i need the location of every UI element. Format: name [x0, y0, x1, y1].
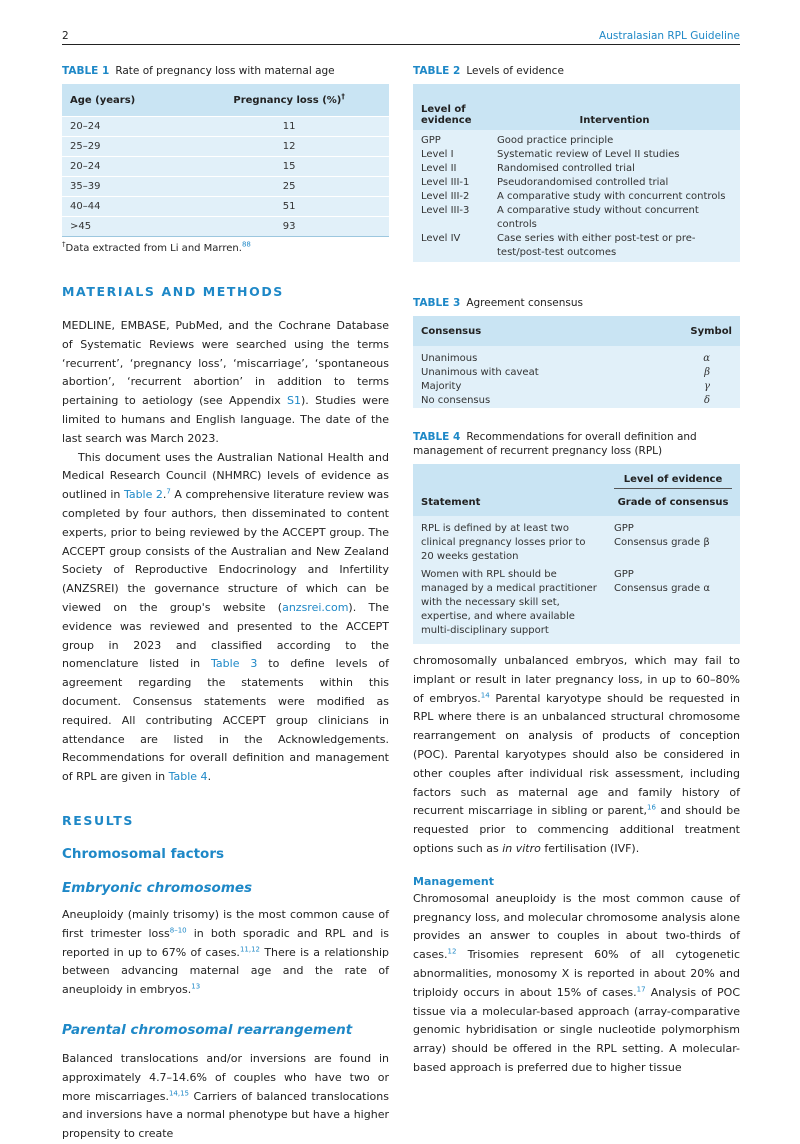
table2-header-row	[413, 84, 740, 130]
italic-text: in vitro	[502, 841, 541, 855]
text-run: Analysis of POC tissue via a molecular-based approach (array-comparative genomic hybridisation or single nucleotide polymorphism array) should be offered in the RPL setting. A molecular-based approach is preferred due to higher tissue	[413, 985, 741, 1074]
table4-level: GPP	[614, 523, 634, 534]
table-row	[413, 148, 740, 162]
appendix-link[interactable]: S1	[287, 394, 302, 408]
table2-desc: Pseudorandomised controlled trial	[497, 177, 669, 188]
table2-label: TABLE 2	[413, 65, 461, 77]
table3-symbol: γ	[704, 381, 710, 392]
parental-heading: Parental chromosomal rearrangement	[62, 1021, 353, 1038]
table2-desc: Systematic review of Level II studies	[497, 149, 680, 160]
table2-link[interactable]: Table 2	[123, 488, 163, 502]
table4	[413, 430, 740, 644]
text-run: and should be requested prior to commencing additional treatment options such as	[413, 804, 740, 855]
methods-heading: MATERIALS AND METHODS	[62, 284, 284, 299]
table4-col-grade-label: Grade of consensus	[617, 497, 729, 508]
table2-grid	[413, 84, 740, 262]
table2-col-level	[413, 84, 489, 130]
table3-label: TABLE 3	[413, 297, 461, 309]
table3-consensus: Unanimous	[421, 353, 478, 364]
table4-col-grade	[606, 464, 740, 516]
ref-link[interactable]: 14,15	[168, 1088, 189, 1097]
text-run: Aneuploidy (mainly trisomy) is the most common cause of first trimester loss	[62, 907, 389, 940]
table4-caption	[413, 430, 740, 458]
footnote-ref-link[interactable]: 88	[241, 240, 251, 249]
ref-link[interactable]: 12	[447, 947, 457, 956]
table3-caption	[413, 296, 740, 310]
table4-grade-cell	[606, 516, 740, 566]
table-row	[62, 197, 389, 217]
text-run: Carriers of balanced translocations and inversions have a normal phenotype but have a higher propensity to create	[62, 1089, 389, 1141]
table4-grid	[413, 464, 740, 644]
results-heading: RESULTS	[62, 812, 134, 828]
table2-col-level-line1: Level of	[421, 104, 466, 115]
table4-label: TABLE 4	[413, 431, 461, 443]
table1-loss: 12	[189, 137, 389, 157]
table3-symbol: δ	[703, 395, 710, 406]
table4-grade: Consensus grade β	[614, 537, 710, 548]
ref-link[interactable]: 11,12	[239, 944, 260, 953]
text-run: ). Studies were limited to humans and English language. The date of the last search was March 2023.	[62, 394, 389, 445]
table4-statement: Women with RPL should be managed by a medical practitioner with the necessary skill set, expertise, and where available multi-disciplinary support	[421, 569, 597, 636]
table1-col-loss	[189, 84, 389, 117]
text-run: This document uses the Australian National Health and Medical Research Council (NHMRC) levels of evidence as outlined in	[62, 450, 389, 502]
text-run: ). The evidence was reviewed and presented to the ACCEPT group in 2023 and classified according to the nomenclature listed in	[62, 600, 389, 671]
text-run: Parental karyotype should be requested in RPL where there is an unbalanced structural chromosome rearrangement on analysis of products of conception (POC). Parental karyotypes should also be considered in other couples after individual risk assessment, including factors such as maternal age and family history of recurrent miscarriage in sibling or parent,	[413, 691, 741, 818]
right-column	[413, 64, 740, 1078]
table-row	[62, 117, 389, 137]
table2	[413, 64, 740, 262]
table1-loss: 15	[189, 157, 389, 177]
table4-grade: Consensus grade α	[614, 583, 710, 594]
table-row	[62, 157, 389, 177]
table-row	[413, 366, 740, 380]
table-row	[413, 204, 740, 232]
table-row	[413, 232, 740, 262]
table1-header-row	[62, 84, 389, 117]
website-link[interactable]: anzsrei.com	[282, 600, 349, 614]
table-row	[413, 516, 740, 566]
table1-grid	[62, 84, 389, 237]
table-row	[62, 137, 389, 157]
table-row	[413, 162, 740, 176]
table1-label: TABLE 1	[62, 65, 110, 77]
table1-age: 20–24	[62, 117, 189, 137]
table-row	[413, 130, 740, 148]
management-paragraph	[413, 890, 740, 1078]
table-row	[413, 394, 740, 408]
page-number: 2	[62, 30, 69, 42]
text-run: Chromosomal aneuploidy is the most common cause of pregnancy loss, and molecular chromosome analysis alone provides an answer to couples in about two-thirds of cases.	[413, 891, 740, 962]
table1-loss: 51	[189, 197, 389, 217]
ref-link[interactable]: 17	[636, 985, 646, 994]
text-run: .	[207, 770, 212, 784]
text-run: fertilisation (IVF).	[540, 841, 640, 855]
methods-paragraph-2: This document uses the Australian National Health and Medical Research Council (NHMRC) levels of evidence as outlined in Table 2.$^7$ A comprehensive literature review was completed by four authors, then disseminated to content experts, prior to being reviewed by the ACCEPT group. The ACCEPT group consists of the Australian and New Zealand Society of Reproductive Endocrinology and Infertility (ANZSREI) the governance structure of which can be viewed on the group's website (anzsrei.com). The evidence was reviewed and presented to the ACCEPT group in 2023 and classified according to the nomenclature listed in Table 3 to define levels of agreement regarding the statements within this document. Consensus statements were modified as required. All contributing ACCEPT group clinicians in attendance are listed in the Acknowledgements. Recommendations for overall definition and management of RPL are given in Table 4.	[62, 450, 389, 784]
table2-col-intervention: Intervention	[579, 115, 650, 126]
table1-age: 20–24	[62, 157, 189, 177]
table1-age: >45	[62, 217, 189, 237]
table1-caption	[62, 64, 389, 78]
table1-age: 35–39	[62, 177, 189, 197]
ref-link[interactable]: 14	[480, 690, 490, 699]
table4-level: GPP	[614, 569, 634, 580]
table2-level: Level I	[421, 149, 454, 160]
table1-col-age: Age (years)	[70, 94, 136, 106]
parental-paragraph-part2	[413, 652, 740, 859]
table3-grid	[413, 316, 740, 408]
table2-level: Level II	[421, 163, 457, 174]
ref-link[interactable]: 16	[647, 803, 656, 812]
table3-link[interactable]: Table 3	[211, 657, 258, 671]
table2-desc: Case series with either post-test or pre-test/post-test outcomes	[497, 233, 696, 258]
table1-dagger: †	[341, 92, 345, 101]
table-row	[413, 380, 740, 394]
text-run: MEDLINE, EMBASE, PubMed, and the Cochrane Database of Systematic Reviews were searched using the terms ‘recurrent’, ‘pregnancy loss’, ‘miscarriage’, ‘spontaneous abortion’, ‘recurrent abortion’ in addition to terms pertaining to aetiology (see Appendix	[62, 319, 389, 408]
table-row	[62, 177, 389, 197]
table2-desc: A comparative study with concurrent controls	[497, 191, 726, 202]
ref-link[interactable]: 7	[166, 487, 171, 496]
table3	[413, 296, 740, 408]
table4-group-header: Level of evidence	[614, 474, 732, 489]
table2-level: Level III-2	[421, 191, 470, 202]
table2-level: Level III-1	[421, 177, 470, 188]
table4-caption-text: Recommendations for overall definition and management of recurrent pregnancy loss (RPL)	[413, 431, 697, 457]
table2-desc: A comparative study without concurrent controls	[497, 205, 699, 230]
text-run: to define levels of agreement regarding the statements within this document. Consensus statements were modified as required. All contributing ACCEPT group clinicians in attendance are listed in the Acknowledgements. Recommendations for overall definition and management of RPL are given in	[62, 657, 389, 784]
table3-consensus: No consensus	[421, 395, 491, 406]
footnote-dagger: †	[62, 240, 66, 249]
text-run: Balanced translocations and/or inversions are found in approximately 4.7–14.6% of couples who have two or more miscarriages.	[62, 1051, 389, 1103]
page-header	[62, 30, 740, 44]
table4-col-statement: Statement	[421, 497, 481, 508]
table2-desc: Good practice principle	[497, 135, 614, 146]
table-row	[413, 190, 740, 204]
table-row	[413, 346, 740, 366]
table-row	[62, 217, 389, 237]
text-run: There is a relationship between advancing maternal age and the rate of aneuploidy in embryos.	[62, 945, 390, 997]
table2-caption-text: Levels of evidence	[466, 65, 564, 77]
table3-symbol: β	[704, 367, 710, 378]
text-run: in both sporadic and RPL and is reported in up to 67% of cases.	[62, 926, 389, 959]
table-row	[413, 176, 740, 190]
table1-loss: 25	[189, 177, 389, 197]
table1-age: 40–44	[62, 197, 189, 217]
table3-col-symbol: Symbol	[690, 325, 732, 337]
header-rule	[62, 44, 740, 45]
table2-caption	[413, 64, 740, 78]
table1-caption-text: Rate of pregnancy loss with maternal age	[115, 65, 335, 77]
table4-grade-cell	[606, 566, 740, 644]
table1-loss: 93	[189, 217, 389, 237]
table1-col-loss-label: Pregnancy loss (%)	[233, 94, 342, 106]
text-run: A comprehensive literature review was completed by four authors, then disseminated to content experts, prior to being reviewed by the ACCEPT group. The ACCEPT group consists of the Australian and New Zealand Society of Reproductive Endocrinology and Infertility (ANZSREI) the governance structure of which can be viewed on the group's website (	[62, 488, 389, 614]
table1	[62, 64, 389, 254]
ref-link[interactable]: 13	[191, 982, 201, 991]
table1-footnote	[62, 240, 389, 254]
table2-desc: Randomised controlled trial	[497, 163, 635, 174]
management-heading: Management	[413, 874, 494, 888]
left-column	[62, 64, 389, 1144]
table4-statement: RPL is defined by at least two clinical pregnancy losses prior to 20 weeks gestation	[421, 523, 586, 562]
table3-consensus: Majority	[421, 381, 462, 392]
embryonic-paragraph	[62, 906, 389, 1000]
table3-consensus: Unanimous with caveat	[421, 367, 539, 378]
text-run: chromosomally unbalanced embryos, which may fail to implant or result in later pregnancy loss, in up to 60–80% of embryos.	[413, 654, 740, 705]
table3-col-consensus: Consensus	[421, 325, 482, 337]
text-run: Trisomies represent 60% of all cytogenetic abnormalities, monosomy X is reported in about 20% and triploidy occurs in about 15% of cases.	[413, 948, 740, 999]
chromosomal-factors-heading: Chromosomal factors	[62, 845, 225, 862]
ref-link[interactable]: 8–10	[169, 926, 187, 935]
table-row	[413, 566, 740, 644]
table1-loss: 11	[189, 117, 389, 137]
table2-level: Level IV	[421, 233, 461, 244]
table2-level: GPP	[421, 135, 441, 146]
parental-paragraph-part1	[62, 1050, 389, 1144]
table3-caption-text: Agreement consensus	[466, 297, 583, 309]
embryonic-heading: Embryonic chromosomes	[62, 879, 253, 896]
table3-symbol: α	[703, 353, 710, 364]
footnote-text: Data extracted from Li and Marren.	[65, 243, 242, 254]
table2-level: Level III-3	[421, 205, 470, 216]
table2-col-level-line2: evidence	[421, 115, 472, 126]
methods-paragraph-1	[62, 317, 389, 449]
table1-age: 25–29	[62, 137, 189, 157]
table4-link[interactable]: Table 4	[168, 770, 208, 784]
table3-header-row	[413, 316, 740, 346]
running-title: Australasian RPL Guideline	[599, 30, 740, 42]
table4-header-row	[413, 464, 740, 516]
